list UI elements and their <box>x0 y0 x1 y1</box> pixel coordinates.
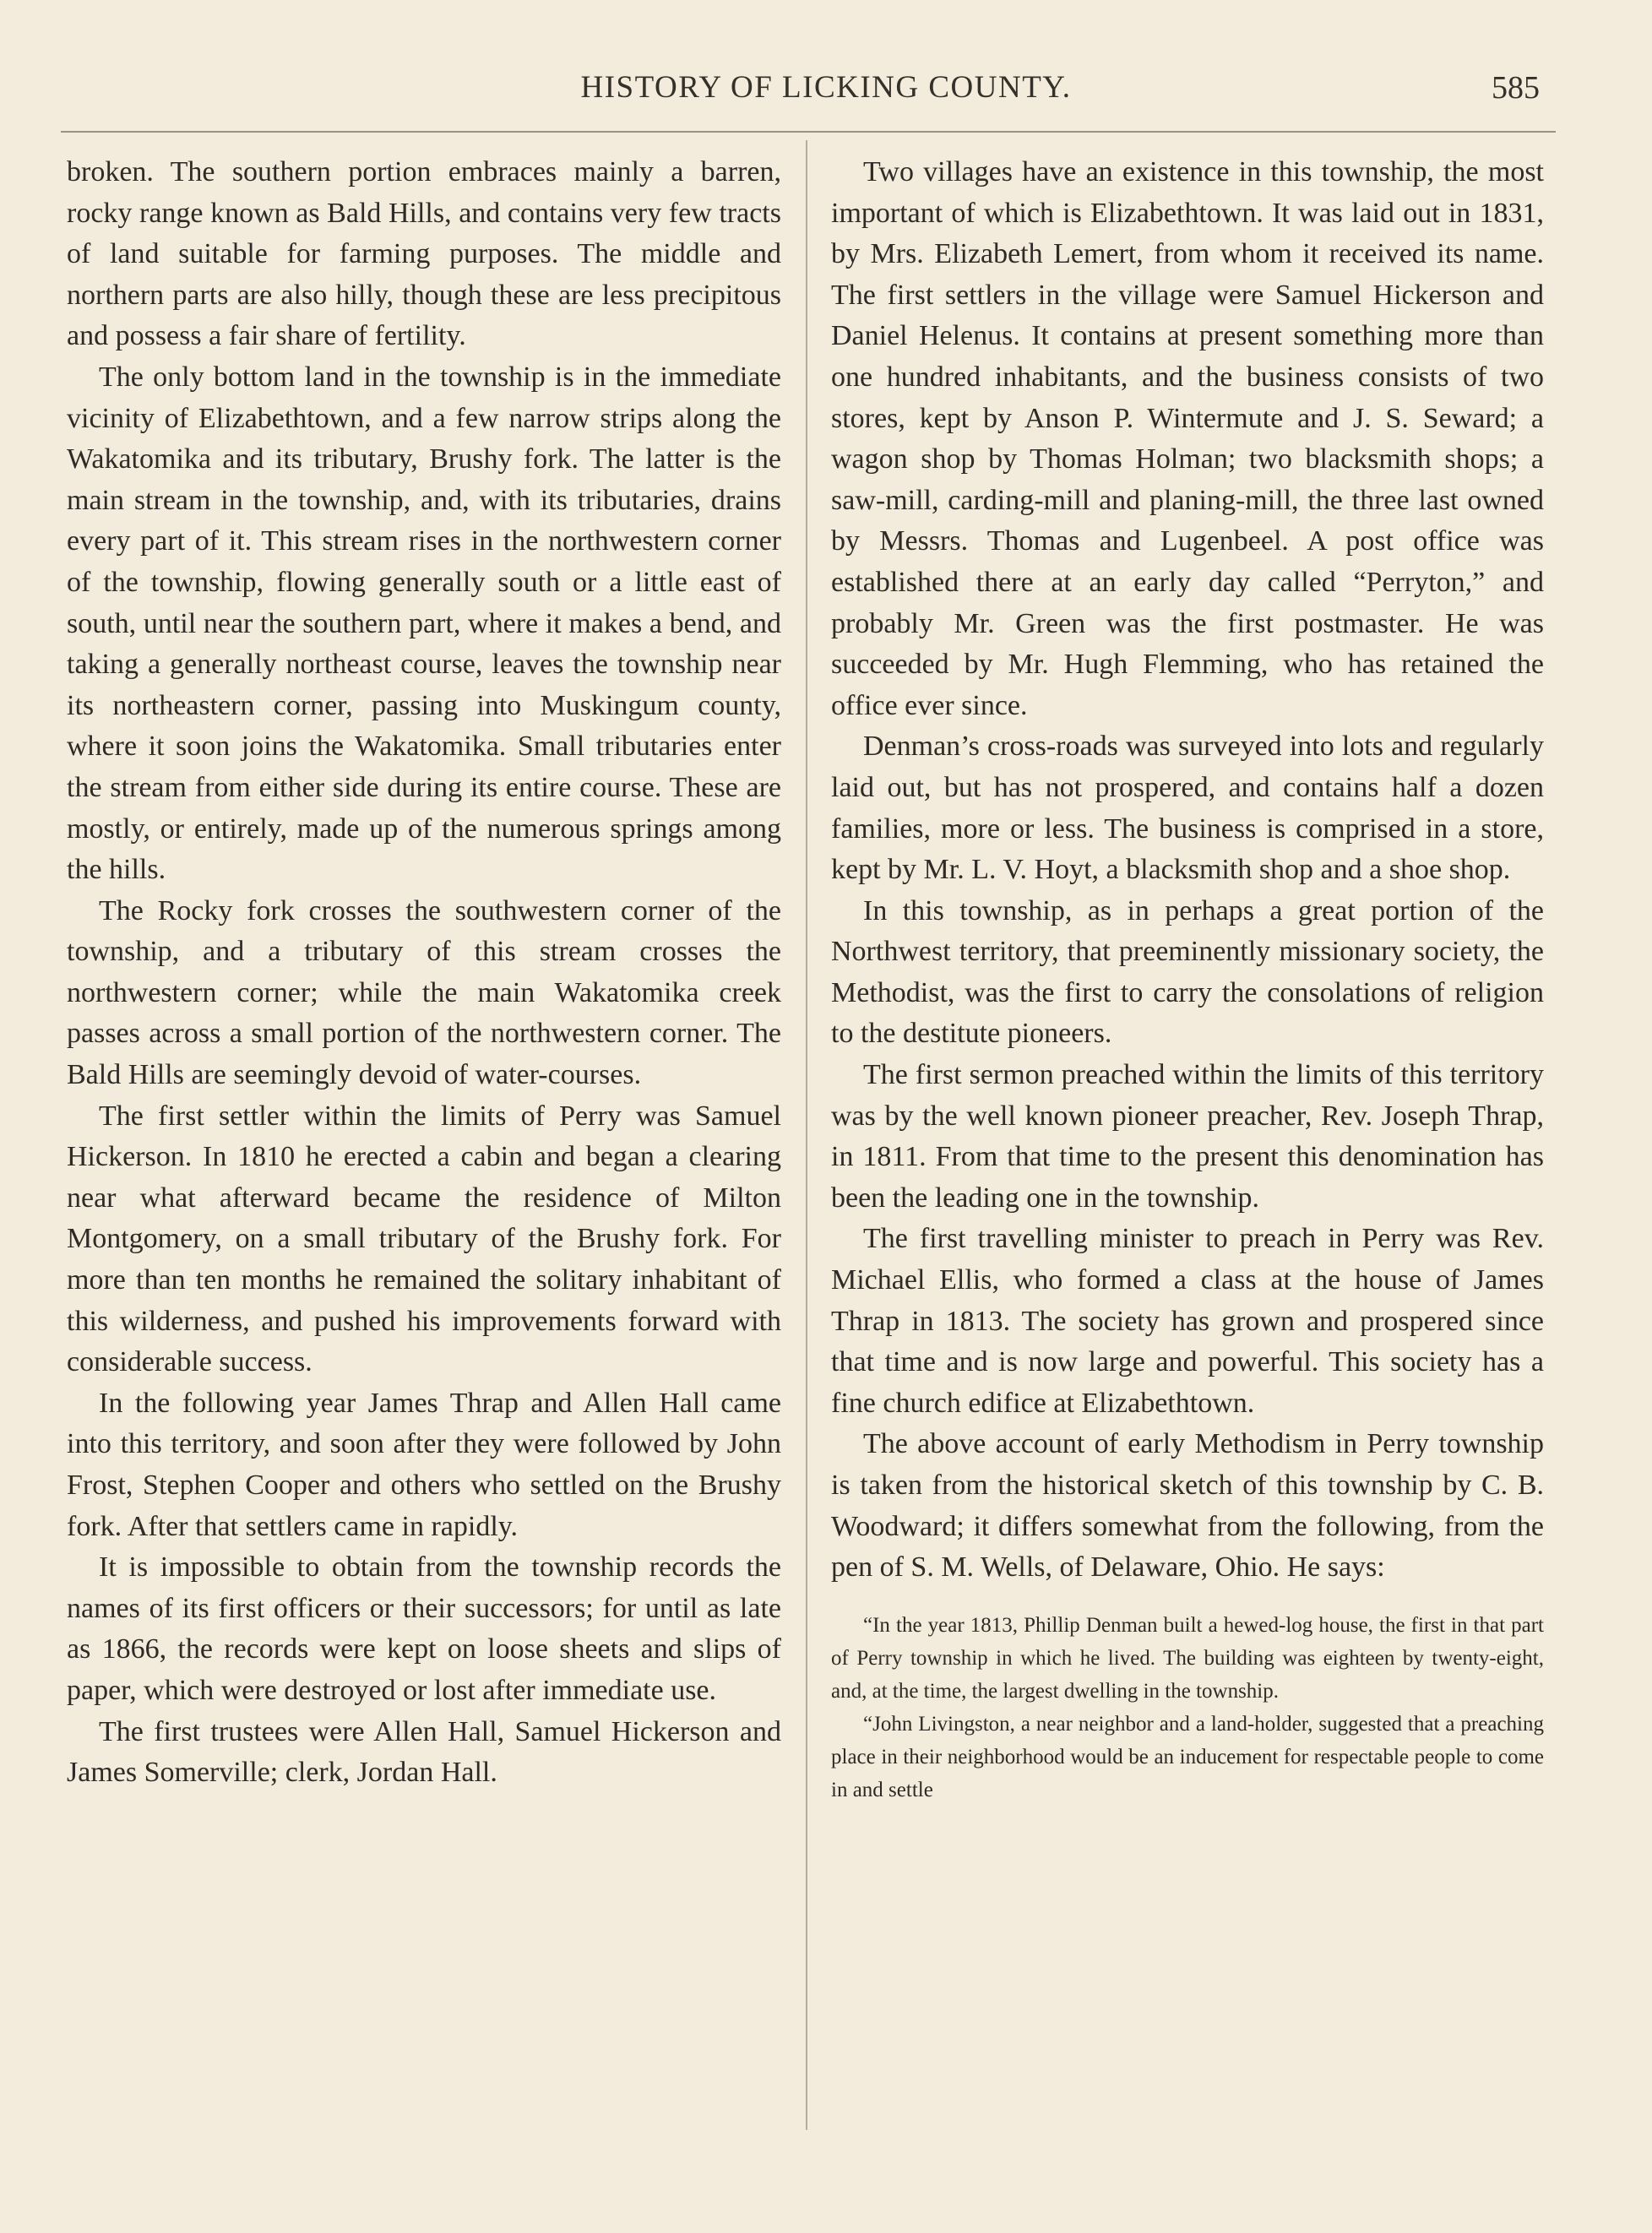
paragraph: The first trustees were Allen Hall, Samuel Hickerson and James Somerville; clerk, Jordan Hall. <box>67 1715 781 1789</box>
paragraph: In the following year James Thrap and Allen Hall came into this territory, and soon after they were followed by John Frost, Stephen Cooper and others who settled on the Brushy fork. After that settlers came in rapidly. <box>67 1387 781 1542</box>
paragraph: The above account of early Methodism in Perry township is taken from the historical sketch of this township by C. B. Woodward; it differs somewhat from the following, from the pen of S. M. Wells, of Delaware, Ohio. He says: <box>831 1428 1544 1584</box>
block-quote: “John Livingston, a near neighbor and a land-holder, suggested that a preaching place in their neighborhood would be an inducement for respectable people to come in and settle <box>831 1712 1544 1801</box>
paragraph: It is impossible to obtain from the township records the names of its first officers or their successors; for until as late as 1866, the records were kept on loose sheets and slips of paper, which were destroyed or lost after immediate use. <box>67 1551 781 1706</box>
paragraph: The Rocky fork crosses the southwestern corner of the township, and a tributary of this stream crosses the northwestern corner; while the main Wakatomika creek passes across a small portion of the northwestern corner. The Bald Hills are seemingly devoid of water-courses. <box>67 894 781 1091</box>
running-title: HISTORY OF LICKING COUNTY. <box>580 70 1072 105</box>
paragraph: The only bottom land in the township is in the immediate vicinity of Elizabethtown, and a few narrow strips along the Wakatomika and its tributary, Brushy fork. The latter is the main stream in the township, and, with its tributaries, drains every part of it. This stream rises in the northwestern corner of the township, flowing generally south or a little east of south, until near the southern part, where it makes a bend, and taking a generally northeast course, leaves the township near its northeastern corner, passing into Muskingum county, where it soon joins the Wakatomika. Small tributaries enter the stream from either side during its entire course. These are mostly, or entirely, made up of the numerous springs among the hills. <box>67 361 781 886</box>
paragraph: The first travelling minister to preach in Perry was Rev. Michael Ellis, who formed a class at the house of James Thrap in 1813. The society has grown and prospered since that time and is now large and powerful. This society has a fine church edifice at Elizabethtown. <box>831 1223 1544 1419</box>
paragraph: broken. The southern portion embraces mainly a barren, rocky range known as Bald Hills, and contains very few tracts of land suitable for farming purposes. The middle and northern parts are also hilly, though these are less precipitous and possess a fair share of fertility. <box>67 156 781 352</box>
block-quote: “In the year 1813, Phillip Denman built a hewed-log house, the first in that part of Perry township in which he lived. The building was eighteen by twenty-eight, and, at the time, the largest dwelling in the township. <box>831 1613 1544 1703</box>
right-column <box>831 152 1544 1807</box>
paragraph: The first sermon preached within the limits of this territory was by the well known pioneer preacher, Rev. Joseph Thrap, in 1811. From that time to the present this denomination has been the leading one in the township. <box>831 1059 1544 1214</box>
paragraph: Two villages have an existence in this township, the most important of which is Elizabethtown. It was laid out in 1831, by Mrs. Elizabeth Lemert, from whom it received its name. The first settlers in the village were Samuel Hickerson and Daniel Helenus. It contains at present something more than one hundred inhabitants, and the business consists of two stores, kept by Anson P. Wintermute and J. S. Seward; a wagon shop by Thomas Holman; two blacksmith shops; a saw-mill, carding-mill and planing-mill, the three last owned by Messrs. Thomas and Lugenbeel. A post office was established there at an early day called “Perryton,” and probably Mr. Green was the first postmaster. He was succeeded by Mr. Hugh Flemming, who has retained the office ever since. <box>831 156 1544 721</box>
paragraph: The first settler within the limits of Perry was Samuel Hickerson. In 1810 he erected a cabin and began a clearing near what afterward became the residence of Milton Montgomery, on a small tributary of the Brushy fork. For more than ten months he remained the solitary inhabitant of this wilderness, and pushed his improvements forward with considerable success. <box>67 1100 781 1378</box>
header-rule <box>61 131 1556 133</box>
page-number: 585 <box>1492 70 1540 106</box>
left-column <box>67 152 781 1794</box>
paragraph: In this township, as in perhaps a great portion of the Northwest territory, that preeminently missionary society, the Methodist, was the first to carry the consolations of religion to the destitute pioneers. <box>831 894 1544 1050</box>
paragraph: Denman’s cross-roads was surveyed into lots and regularly laid out, but has not prospered, and contains half a dozen families, more or less. The business is comprised in a store, kept by Mr. L. V. Hoyt, a blacksmith shop and a shoe shop. <box>831 731 1544 886</box>
column-divider <box>806 140 807 2130</box>
